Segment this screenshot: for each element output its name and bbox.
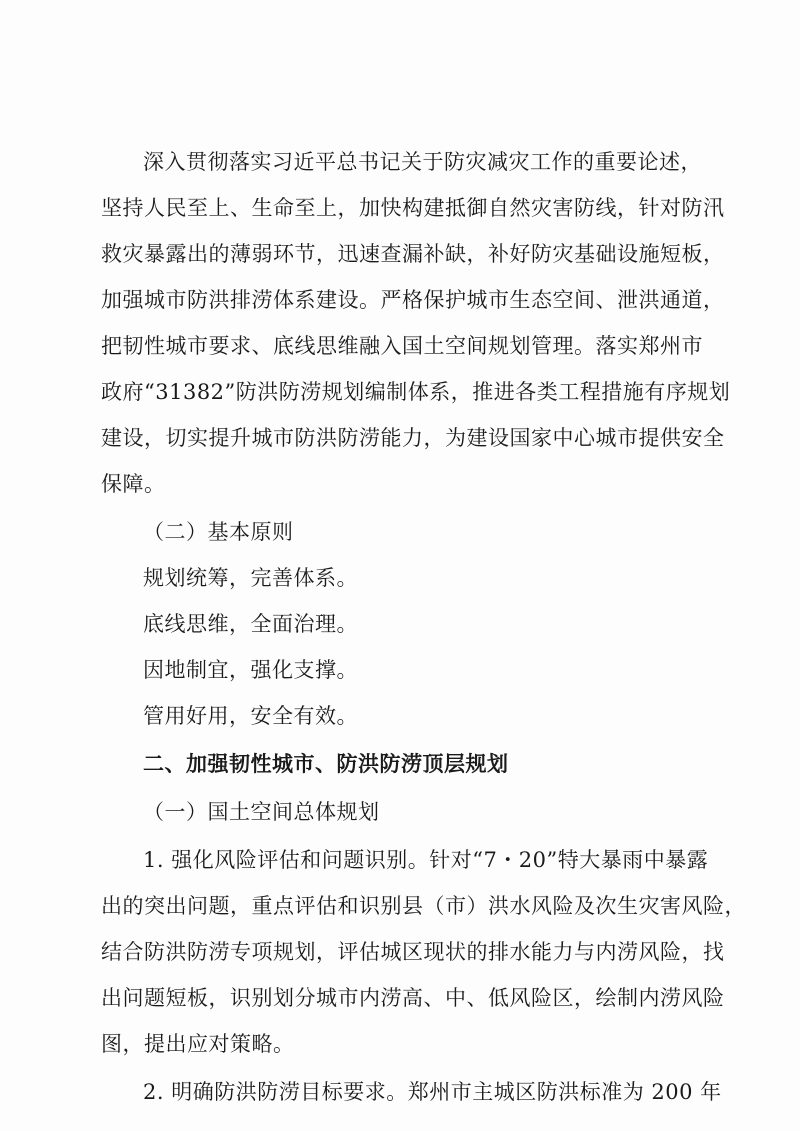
paragraph-line: 政府“31382”防洪防涝规划编制体系，推进各类工程措施有序规划 — [101, 380, 731, 404]
principle-item: 规划统筹，完善体系。 — [143, 566, 358, 590]
item-line: 出问题短板，识别划分城市内涝高、中、低风险区，绘制内涝风险 — [101, 986, 725, 1010]
item-line: 2. 明确防洪防涝目标要求。郑州市主城区防洪标准为 200 年 — [143, 1080, 722, 1104]
principle-item: 因地制宜，强化支撑。 — [143, 658, 358, 682]
paragraph-line: 深入贯彻落实习近平总书记关于防灾减灾工作的重要论述， — [143, 150, 702, 174]
paragraph-line: 把韧性城市要求、底线思维融入国土空间规划管理。落实郑州市 — [101, 334, 703, 358]
section2-title: 二、加强韧性城市、防洪防涝顶层规划 — [143, 752, 509, 776]
item-line: 出的突出问题，重点评估和识别县（市）洪水风险及次生灾害风险， — [101, 894, 746, 918]
item-line: 图，提出应对策略。 — [101, 1032, 295, 1056]
subsection-heading: （一）国土空间总体规划 — [143, 800, 380, 824]
item-line: 结合防洪防涝专项规划，评估城区现状的排水能力与内涝风险，找 — [101, 940, 725, 964]
paragraph-line: 保障。 — [101, 472, 166, 496]
paragraph-line: 救灾暴露出的薄弱环节，迅速查漏补缺，补好防灾基础设施短板， — [101, 242, 725, 266]
principle-item: 管用好用，安全有效。 — [143, 704, 358, 728]
paragraph-line: 加强城市防洪排涝体系建设。严格保护城市生态空间、泄洪通道， — [101, 288, 725, 312]
section-heading: （二）基本原则 — [143, 520, 294, 544]
principle-item: 底线思维，全面治理。 — [143, 612, 358, 636]
paragraph-line: 建设，切实提升城市防洪防涝能力，为建设国家中心城市提供安全 — [101, 426, 725, 450]
item-line: 1. 强化风险评估和问题识别。针对“7・20”特大暴雨中暴露 — [143, 848, 709, 872]
paragraph-line: 坚持人民至上、生命至上，加快构建抵御自然灾害防线，针对防汛 — [101, 196, 725, 220]
